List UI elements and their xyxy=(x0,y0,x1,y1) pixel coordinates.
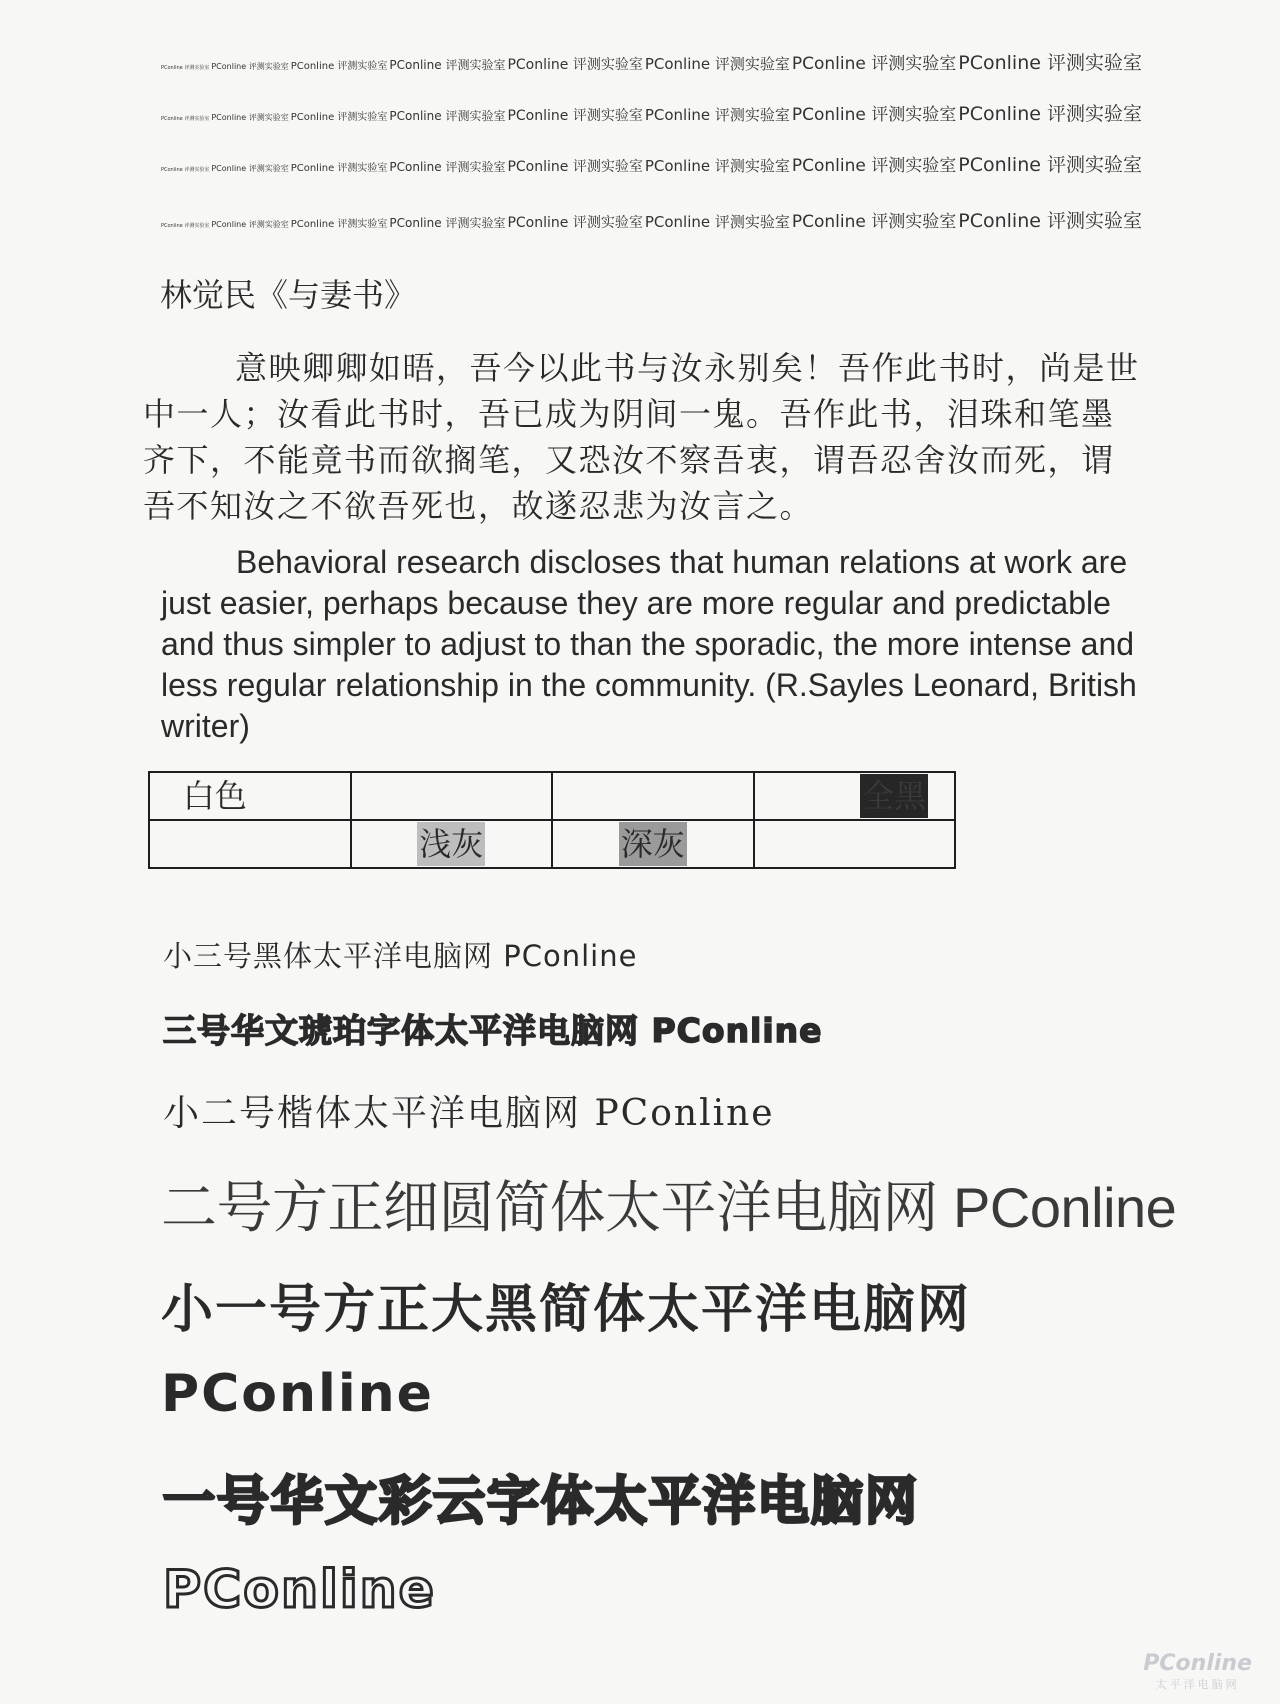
english-paragraph: Behavioral research discloses that human relations at work are just easier, perhaps because they are more regular and predictable and thus simpler to adjust to than the sporadic, the more intense and less regular relationship in the community. (R.Sayles Leonard, British writer) xyxy=(161,544,1137,744)
font-sample-thin-round-size2: 二号方正细圆简体太平洋电脑网 PConline xyxy=(161,1176,1177,1239)
watermark-brand: PConline xyxy=(1143,1651,1252,1676)
table-cell xyxy=(552,772,754,820)
watermark-subtitle: 太平洋电脑网 xyxy=(1155,1678,1240,1691)
chinese-paragraph: 意映卿卿如晤，吾今以此书与汝永别矣！吾作此书时，尚是世中一人；汝看此书时，吾已成为阴间一鬼。吾作此书，泪珠和笔墨齐下，不能竟书而欲搁笔，又恐汝不察吾衷，谓吾忍舍汝而死，谓吾不知汝之不欲吾死也，故遂忍悲为汝言之。 xyxy=(143,349,1140,525)
font-sample-caiyun-size1: 一号华文彩云字体太平洋电脑网 PConline xyxy=(163,1472,920,1620)
size-sample-line-1: PConline 评测实验室 PConline 评测实验室 PConline 评测实验室 PConline 评测实验室 PConline 评测实验室 PConline 评测实验室 PConline 评测实验室 PConline 评测实验室 xyxy=(160,52,1142,74)
article-title: 林觉民《与妻书》 xyxy=(160,276,417,314)
table-cell xyxy=(351,772,553,820)
table-row xyxy=(149,772,955,820)
table-row xyxy=(149,820,955,868)
table-cell xyxy=(754,820,956,868)
size-sample-line-3: PConline 评测实验室 PConline 评测实验室 PConline 评测实验室 PConline 评测实验室 PConline 评测实验室 PConline 评测实验室 PConline 评测实验室 PConline 评测实验室 xyxy=(160,154,1142,176)
font-sample-kaiti-small2: 小二号楷体太平洋电脑网 PConline xyxy=(163,1093,775,1134)
size-sample-line-4: PConline 评测实验室 PConline 评测实验室 PConline 评测实验室 PConline 评测实验室 PConline 评测实验室 PConline 评测实验室 PConline 评测实验室 PConline 评测实验室 xyxy=(160,210,1142,232)
font-sample-big-black-small1: 小一号方正大黑简体太平洋电脑网 PConline xyxy=(161,1280,972,1424)
pconline-watermark xyxy=(1143,1651,1252,1692)
table-cell xyxy=(552,820,754,868)
shade-white-label: 白色 xyxy=(182,777,247,815)
font-sample-amber-size3: 三号华文琥珀字体太平洋电脑网 PConline xyxy=(163,1011,823,1050)
font-sample-heiti-small3: 小三号黑体太平洋电脑网 PConline xyxy=(163,939,638,973)
table-cell xyxy=(149,772,351,820)
table-cell xyxy=(754,772,956,820)
shade-test-table xyxy=(148,771,956,869)
shade-light-gray-label: 浅灰 xyxy=(417,822,485,866)
table-cell xyxy=(149,820,351,868)
size-sample-line-2: PConline 评测实验室 PConline 评测实验室 PConline 评测实验室 PConline 评测实验室 PConline 评测实验室 PConline 评测实验室 PConline 评测实验室 PConline 评测实验室 xyxy=(160,103,1142,125)
shade-black-label: 全黑 xyxy=(860,774,928,818)
table-cell xyxy=(351,820,553,868)
shade-dark-gray-label: 深灰 xyxy=(619,822,687,866)
